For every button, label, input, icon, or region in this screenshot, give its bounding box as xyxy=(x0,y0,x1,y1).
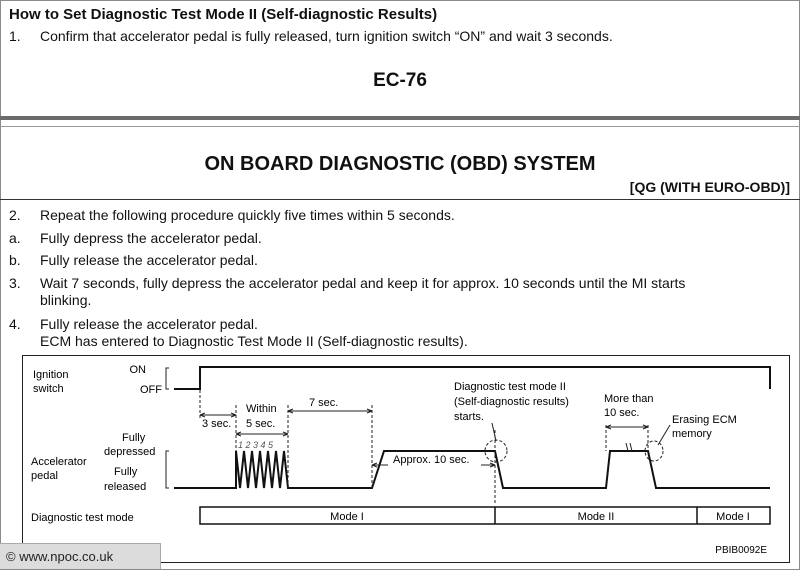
section-rule xyxy=(0,199,800,200)
mode2-starts-line3: starts. xyxy=(454,411,484,423)
mode-1-label: Mode I xyxy=(330,511,364,523)
mode2-starts-line1: Diagnostic test mode II xyxy=(454,381,566,393)
step-text: Wait 7 seconds, fully depress the accelerator pedal and keep it for approx. 10 seconds until the MI starts xyxy=(40,275,686,291)
more-than-line2: 10 sec. xyxy=(604,407,640,419)
mode2-starts-line2: (Self-diagnostic results) xyxy=(454,396,569,408)
pedal-label-line1: Accelerator xyxy=(31,456,87,468)
step-text: Fully release the accelerator pedal. xyxy=(40,252,258,268)
mode-bar xyxy=(200,507,770,524)
timing-diagram xyxy=(22,355,790,563)
erasing-line2: memory xyxy=(672,428,712,440)
within-line2: 5 sec. xyxy=(246,418,276,430)
step-number: 2. xyxy=(9,207,21,223)
page-divider xyxy=(0,116,800,120)
fully-released-line1: Fully xyxy=(114,466,138,478)
pedal-label-line2: pedal xyxy=(31,470,58,482)
break-mark xyxy=(626,443,632,451)
three-sec-label: 3 sec. xyxy=(202,418,232,430)
page-divider-thin xyxy=(0,126,800,127)
fully-depressed-line1: Fully xyxy=(122,432,146,444)
fully-depressed-line2: depressed xyxy=(104,446,156,458)
step-text: Confirm that accelerator pedal is fully released, turn ignition switch “ON” and wait 3 seconds. xyxy=(40,28,613,44)
mode-2-label: Mode II xyxy=(577,511,615,523)
seven-sec-label: 7 sec. xyxy=(309,397,339,409)
fully-released-line2: released xyxy=(104,481,147,493)
step-text: blinking. xyxy=(40,292,92,308)
step-number: 1. xyxy=(9,28,21,44)
procedure-title: How to Set Diagnostic Test Mode II (Self-diagnostic Results) xyxy=(9,6,438,23)
ignition-label-line1: Ignition xyxy=(33,369,69,381)
approx-label: Approx. 10 sec. xyxy=(393,454,470,466)
step-text: Fully depress the accelerator pedal. xyxy=(40,230,262,246)
watermark: © www.npoc.co.uk xyxy=(0,543,161,569)
step-number: 4. xyxy=(9,316,21,332)
more-than-line1: More than xyxy=(604,393,654,405)
erasing-line1: Erasing ECM xyxy=(672,414,737,426)
pulse-numbers: 1 2 3 4 5 xyxy=(238,440,274,450)
ignition-label-line2: switch xyxy=(33,383,64,395)
section-title: ON BOARD DIAGNOSTIC (OBD) SYSTEM xyxy=(204,153,596,175)
on-label: ON xyxy=(129,364,146,376)
page-number: EC-76 xyxy=(373,70,427,91)
step-text: ECM has entered to Diagnostic Test Mode II (Self-diagnostic results). xyxy=(40,333,468,349)
step-number: a. xyxy=(9,230,21,246)
test-mode-label: Diagnostic test mode xyxy=(31,512,134,524)
within-line1: Within xyxy=(246,403,277,415)
step-text: Fully release the accelerator pedal. xyxy=(40,316,258,332)
off-label: OFF xyxy=(140,384,162,396)
section-subtitle: [QG (WITH EURO-OBD)] xyxy=(629,179,790,195)
figure-code: PBIB0092E xyxy=(715,545,767,556)
step-number: 3. xyxy=(9,275,21,291)
mode-1b-label: Mode I xyxy=(716,511,750,523)
step-text: Repeat the following procedure quickly five times within 5 seconds. xyxy=(40,207,455,223)
step-number: b. xyxy=(9,252,21,268)
